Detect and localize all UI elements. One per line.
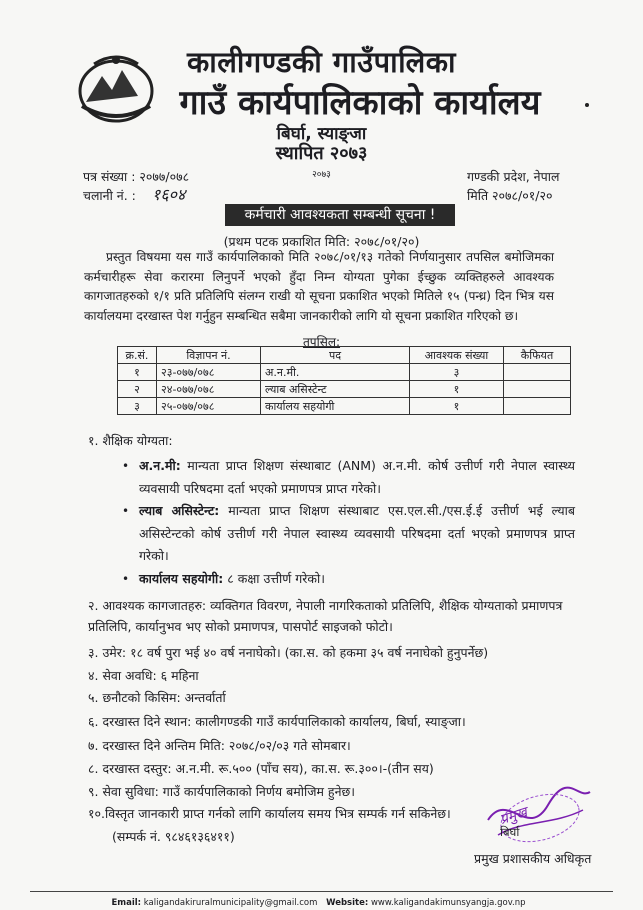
dispatch-number: १६०४ xyxy=(152,185,186,204)
bullet-icon: • xyxy=(122,572,130,586)
table-header: पद xyxy=(261,347,410,364)
table-header: आवश्यक संख्या xyxy=(410,347,504,364)
section-age: ३. उमेर: १८ वर्ष पुरा भई ४० वर्ष ननाघेको। (का.स. को हकमा ३५ वर्ष ननाघेको हुनुपर्नेछ) xyxy=(88,645,489,660)
signature-name: बिर्घा xyxy=(500,825,520,839)
section-selection-type: ५. छनौटको किसिम: अन्तर्वार्ता xyxy=(88,690,226,705)
table-cell: २३-०७७/०७८ xyxy=(157,364,261,381)
province: गण्डकी प्रदेश, नेपाल xyxy=(467,169,560,184)
email-link[interactable]: kaligandakiruralmunicipality@gmail.com xyxy=(143,898,318,908)
section-service-period: ४. सेवा अवधि: ६ महिना xyxy=(88,668,199,683)
signature-stamp-text: प्रमुख xyxy=(497,804,530,829)
table-cell: अ.न.मी. xyxy=(261,364,410,381)
footer-divider xyxy=(30,891,613,892)
table-cell xyxy=(504,364,571,381)
contact-number: (सम्पर्क नं. ९८४६१३६४११) xyxy=(112,829,235,844)
table-header: विज्ञापन नं. xyxy=(157,347,261,364)
schedule-heading: तपसिल: xyxy=(302,335,341,349)
table-cell: १ xyxy=(118,364,157,381)
letter-number: पत्र संख्या : २०७७/०७८ xyxy=(83,169,190,184)
table-row xyxy=(118,364,571,381)
notice-subtitle: (प्रथम पटक प्रकाशित मिति: २०७८/०१/२०) xyxy=(223,234,420,249)
table-cell: कार्यालय सहयोगी xyxy=(261,398,410,415)
bullet-icon: • xyxy=(122,504,130,518)
section-contact-info: १०.विस्तृत जानकारी प्राप्त गर्नको लागि कार्यालय समय भित्र सम्पर्क गर्न सकिनेछ। xyxy=(88,806,451,821)
header-established: स्थापित २०७३ xyxy=(275,143,368,164)
table-cell: २५-०७७/०७८ xyxy=(157,398,261,415)
table-row xyxy=(118,398,571,415)
table-header: क्र.सं. xyxy=(118,347,157,364)
qualification-lab-assistant xyxy=(139,500,575,568)
qualification-label: अ.न.मी: xyxy=(139,458,181,473)
table-cell: ३ xyxy=(118,398,157,415)
qualification-text: ८ कक्षा उत्तीर्ण गरेको। xyxy=(227,571,325,586)
notice-paragraph: प्रस्तुत विषयमा यस गाउँ कार्यपालिकाको मिति २०७८/०१/१३ गतेको निर्णयानुसार तपसिल बमोजिमका कर्मचारीहरू सेवा करारमा लिनुपर्ने भएको हुँदा निम्न योग्यता पुगेका ईच्छुक व्यक्तिहरुले आवश्यक कागजातहरुको १/१ प्रति प्रतिलिपि संलग्न राखी यो सूचना प्रकाशित भएको मितिले १५ (पन्ध्र) दिन भित्र यस कार्यालयमा दरखास्त पेश गर्नुहुन सम्बन्धित सबैमा जानकारीको लागि यो सूचना प्रकाशित गरिएको छ। xyxy=(84,250,554,323)
website-link[interactable]: www.kaligandakimunsyangja.gov.np xyxy=(370,898,526,908)
section-documents: २. आवश्यक कागजातहरु: व्यक्तिगत विवरण, नेपाली नागरिकताको प्रतिलिपि, शैक्षिक योग्यताको प्रमाणपत्र प्रतिलिपि, कार्यानुभव भए सोको प्रमाणपत्र, पासपोर्ट साइजको फोटो। xyxy=(88,598,563,634)
header-office-name: गाउँ कार्यपालिकाको कार्यालय xyxy=(179,83,541,123)
notice-title: कर्मचारी आवश्यकता सम्बन्धी सूचना ! xyxy=(225,204,455,226)
table-header-row xyxy=(118,347,571,364)
table-cell: १ xyxy=(410,398,504,415)
header-municipality-name: कालीगण्डकी गाउँपालिका xyxy=(186,45,457,79)
table-cell: २ xyxy=(118,381,157,398)
table-cell: १ xyxy=(410,381,504,398)
vacancy-table xyxy=(117,346,571,415)
qualification-text: मान्यता प्राप्त शिक्षण संस्थाबाट एस.एल.सी./एस.ई.ई उत्तीर्ण भई ल्याब असिस्टेन्टको कोर्ष उत्तीर्ण गरी नेपाल स्वास्थ्य व्यवसायी परिषदमा दर्ता भएको प्रमाणपत्र प्राप्त गरेको। xyxy=(139,503,575,563)
section-fee: ८. दरखास्त दस्तुर: अ.न.मी. रू.५०० (पाँच सय), का.स. रू.३००।-(तीन सय) xyxy=(88,761,434,776)
section-qualification: १. शैक्षिक योग्यता: xyxy=(88,433,173,448)
qualification-text: मान्यता प्राप्त शिक्षण संस्थाबाट (ANM) अ.न.मी. कोर्ष उत्तीर्ण गरी नेपाल स्वास्थ्य व्यवसायी परिषदमा दर्ता भएको प्रमाणपत्र प्राप्त गरेको। xyxy=(139,458,575,496)
qualification-label: ल्याब असिस्टेन्ट: xyxy=(139,503,220,518)
table-cell: २४-०७७/०७८ xyxy=(157,381,261,398)
letter-date: मिति २०७८/०१/२० xyxy=(467,188,553,203)
section-facilities: ९. सेवा सुविधा: गाउँ कार्यपालिकाको निर्णय बमोजिम हुनेछ। xyxy=(88,784,356,799)
section-application-place: ६. दरखास्त दिने स्थान: कालीगण्डकी गाउँ कार्यपालिकाको कार्यालय, बिर्घा, स्याङ्जा। xyxy=(88,714,466,729)
dispatch-label: चलानी नं. : xyxy=(83,188,136,203)
table-cell xyxy=(504,398,571,415)
qualification-anm xyxy=(139,455,575,500)
email-label: Email: xyxy=(111,898,142,908)
table-header: कैफियत xyxy=(504,347,571,364)
qualification-office-helper xyxy=(139,568,575,591)
website-label: Website: xyxy=(326,898,369,908)
header-year: २०७३ xyxy=(312,170,331,180)
signatory-role: प्रमुख प्रशासकीय अधिकृत xyxy=(474,851,592,866)
header-location: बिर्घा, स्याङ्जा xyxy=(276,124,367,144)
table-cell: ल्याब असिस्टेन्ट xyxy=(261,381,410,398)
qualification-label: कार्यालय सहयोगी: xyxy=(139,571,224,586)
bullet-icon: • xyxy=(122,459,130,473)
decorative-dot xyxy=(585,103,589,107)
footer xyxy=(0,898,643,908)
section-deadline: ७. दरखास्त दिने अन्तिम मिति: २०७८/०२/०३ गते सोमबार। xyxy=(88,738,351,753)
table-cell xyxy=(504,381,571,398)
table-row xyxy=(118,381,571,398)
table-cell: ३ xyxy=(410,364,504,381)
